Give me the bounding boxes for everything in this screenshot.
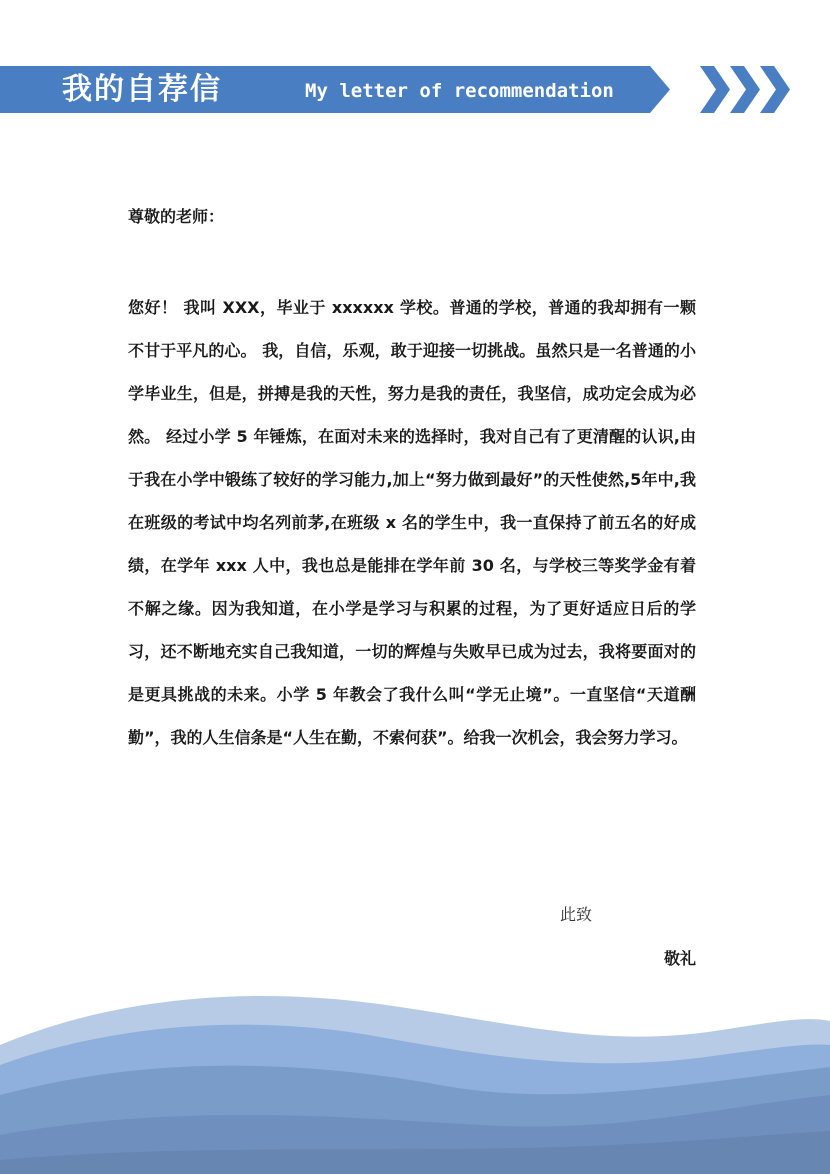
chevron-right-icon	[700, 66, 800, 113]
chevron-right-icon	[760, 66, 790, 113]
letter-closing: 此致	[560, 905, 593, 924]
page-subtitle: My letter of recommendation	[305, 80, 614, 102]
chevron-right-icon	[730, 66, 760, 113]
wave-decoration	[0, 985, 830, 1174]
page-title: 我的自荐信	[62, 72, 222, 107]
letter-salutation: 尊敬的老师：	[128, 207, 225, 226]
letter-regards: 敬礼	[663, 949, 696, 968]
chevron-right-icon	[700, 66, 730, 113]
letter-body: 您好！ 我叫 XXX，毕业于 xxxxxx 学校。普通的学校，普通的我却拥有一颗不甘于平凡的心。 我，自信，乐观，敢于迎接一切挑战。虽然只是一名普通的小学毕业生，但是，拼搏是我的天性，努力是我的责任，我坚信，成功定会成为必然。 经过小学 5 年锤炼，在面对未来的选择时，我对自己有了更清醒的认识,由于我在小学中锻练了较好的学习能力,加上“努力做到最好”的天性使然,5年中,我在班级的考试中均名列前茅,在班级 x 名的学生中，我一直保持了前五名的好成绩，在学年 xxx 人中，我也总是能排在学年前 30 名，与学校三等奖学金有着不解之缘。因为我知道，在小学是学习与积累的过程，为了更好适应日后的学习，还不断地充实自己我知道，一切的辉煌与失败早已成为过去，我将要面对的是更具挑战的未来。小学 5 年教会了我什么叫“学无止境”。一直坚信“天道酬勤”，我的人生信条是“人生在勤，不索何获”。给我一次机会，我会努力学习。	[128, 298, 696, 747]
